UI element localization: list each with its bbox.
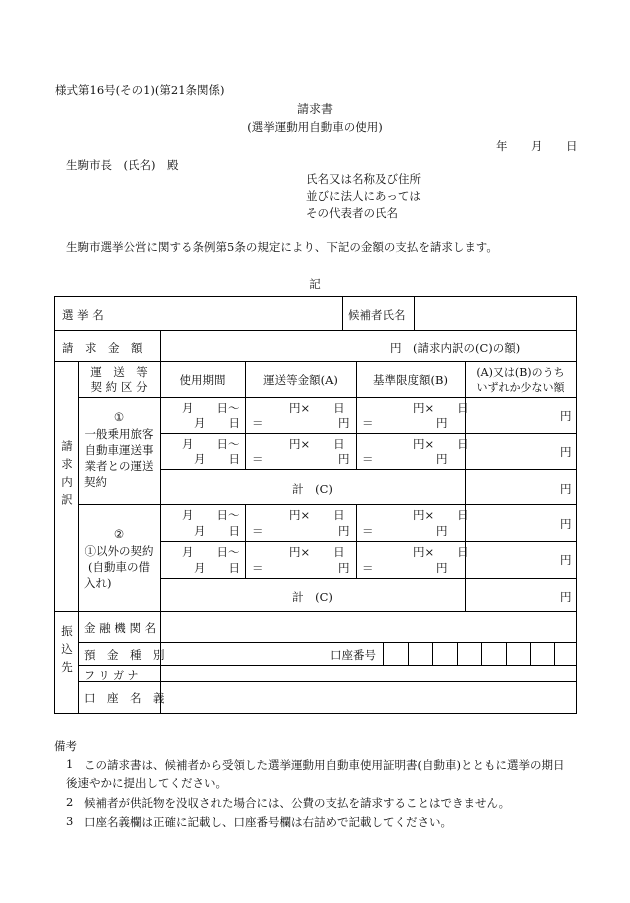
limit-b-line1[interactable]: 円× 日: [413, 437, 469, 451]
amount-label: 請 求 金 額: [62, 341, 143, 355]
notes-heading: 備考: [54, 739, 77, 753]
limit-b-eq: ＝: [362, 416, 374, 430]
limit-b-line2[interactable]: 円: [436, 561, 448, 575]
amount-value[interactable]: 円 (請求内訳の(C)の額): [390, 341, 521, 355]
limit-b-line2[interactable]: 円: [436, 452, 448, 466]
note-1-line1: この請求書は、候補者から受領した選挙運動用自動車使用証明書(自動車)とともに選挙の期日: [84, 758, 565, 772]
min-yen[interactable]: 円: [560, 517, 572, 531]
deposit-label: 預 金 種 別: [84, 648, 165, 662]
deposit-field[interactable]: [162, 644, 322, 664]
account-name-field[interactable]: [162, 683, 574, 712]
page-title: 請求書: [296, 102, 333, 116]
group2-label-4: 入れ): [84, 576, 112, 590]
applicant-line-1: 氏名又は名称及び住所: [306, 172, 421, 186]
group1-label-1: ①: [113, 410, 125, 424]
col-limit-b: 基準限度額(B): [373, 373, 448, 387]
amount-a-eq: ＝: [252, 524, 264, 538]
period-from[interactable]: 月 日～: [182, 401, 240, 415]
limit-b-eq: ＝: [362, 452, 374, 466]
subtotal-c-1-yen[interactable]: 円: [560, 482, 572, 496]
date-month[interactable]: 月: [531, 139, 543, 153]
addressee: 生駒市長 (氏名) 殿: [66, 158, 179, 172]
amount-a-eq: ＝: [252, 561, 264, 575]
amount-a-line1[interactable]: 円× 日: [289, 401, 345, 415]
min-yen[interactable]: 円: [560, 409, 572, 423]
col-type-line1: 運 送 等: [90, 365, 148, 379]
furigana-label: フ リ ガ ナ: [84, 669, 139, 682]
period-from[interactable]: 月 日～: [182, 437, 240, 451]
group2-label-1: ②: [113, 527, 125, 541]
min-yen[interactable]: 円: [560, 445, 572, 459]
bank-field[interactable]: [162, 613, 574, 641]
bank-label: 金 融 機 関 名: [84, 621, 157, 635]
group1-label-2: 一般乗用旅客: [84, 427, 154, 441]
date-day[interactable]: 日: [566, 139, 578, 153]
limit-b-line2[interactable]: 円: [436, 524, 448, 538]
note-2-num: 2: [66, 795, 74, 809]
election-label: 選 挙 名: [62, 308, 104, 322]
amount-a-line1[interactable]: 円× 日: [289, 437, 345, 451]
page-subtitle: (選挙運動用自動車の使用): [247, 120, 383, 134]
subtotal-c-1: 計 (C): [292, 482, 333, 496]
limit-b-line2[interactable]: 円: [436, 416, 448, 430]
breakdown-vertical-label: 請求内訳: [60, 440, 74, 512]
limit-b-line1[interactable]: 円× 日: [413, 508, 469, 522]
applicant-line-2: 並びに法人にあっては: [306, 189, 421, 203]
col-min-line1: (A)又は(B)のうち: [476, 366, 565, 379]
note-3-num: 3: [66, 814, 74, 828]
group2-label-3: (自動車の借: [88, 560, 150, 574]
period-to[interactable]: 月 日: [194, 416, 240, 430]
amount-a-eq: ＝: [252, 416, 264, 430]
amount-a-line2[interactable]: 円: [338, 452, 350, 466]
period-to[interactable]: 月 日: [194, 524, 240, 538]
amount-a-line2[interactable]: 円: [338, 416, 350, 430]
furigana-field[interactable]: [162, 666, 574, 680]
form-number: 様式第16号(その1)(第21条関係): [55, 83, 225, 97]
amount-a-line2[interactable]: 円: [338, 524, 350, 538]
subtotal-c-2: 計 (C): [292, 590, 333, 604]
applicant-line-3: その代表者の氏名: [306, 206, 398, 220]
note-2-line1: 候補者が供託物を没収された場合には、公費の支払を請求することはできません。: [84, 796, 511, 810]
amount-a-line2[interactable]: 円: [338, 561, 350, 575]
statement: 生駒市選挙公営に関する条例第5条の規定により、下記の金額の支払を請求します。: [66, 240, 498, 254]
period-to[interactable]: 月 日: [194, 561, 240, 575]
candidate-label: 候補者氏名: [348, 308, 406, 322]
candidate-field[interactable]: [416, 298, 574, 328]
col-period: 使用期間: [179, 373, 226, 387]
period-from[interactable]: 月 日～: [182, 508, 240, 522]
amount-a-eq: ＝: [252, 452, 264, 466]
limit-b-line1[interactable]: 円× 日: [413, 545, 469, 559]
min-yen[interactable]: 円: [560, 553, 572, 567]
limit-b-eq: ＝: [362, 524, 374, 538]
account-number-label: 口座番号: [330, 648, 376, 662]
note-1-num: 1: [66, 757, 74, 771]
transfer-vertical-label: 振込先: [60, 625, 74, 679]
account-name-label: 口 座 名 義: [84, 691, 165, 705]
amount-a-line1[interactable]: 円× 日: [289, 545, 345, 559]
col-min-line2: いずれか少ない額: [476, 381, 565, 394]
subtotal-c-2-yen[interactable]: 円: [560, 590, 572, 604]
election-field[interactable]: [108, 298, 340, 328]
group2-label-2: ①以外の契約: [84, 544, 154, 558]
amount-a-line1[interactable]: 円× 日: [289, 508, 345, 522]
group1-label-3: 自動車運送事: [84, 443, 154, 457]
note-1-line2: 後速やかに提出してください。: [66, 776, 227, 790]
col-type-line2: 契 約 区 分: [90, 380, 148, 394]
limit-b-eq: ＝: [362, 561, 374, 575]
note-3-line1: 口座名義欄は正確に記載し、口座番号欄は右詰めで記載してください。: [84, 815, 452, 829]
group1-label-5: 契約: [84, 475, 107, 489]
period-from[interactable]: 月 日～: [182, 545, 240, 559]
limit-b-line1[interactable]: 円× 日: [413, 401, 469, 415]
group1-label-4: 業者との運送: [84, 459, 154, 473]
period-to[interactable]: 月 日: [194, 452, 240, 466]
col-amount-a: 運送等金額(A): [263, 373, 338, 387]
date-year[interactable]: 年: [496, 139, 508, 153]
ki-label: 記: [309, 277, 321, 291]
